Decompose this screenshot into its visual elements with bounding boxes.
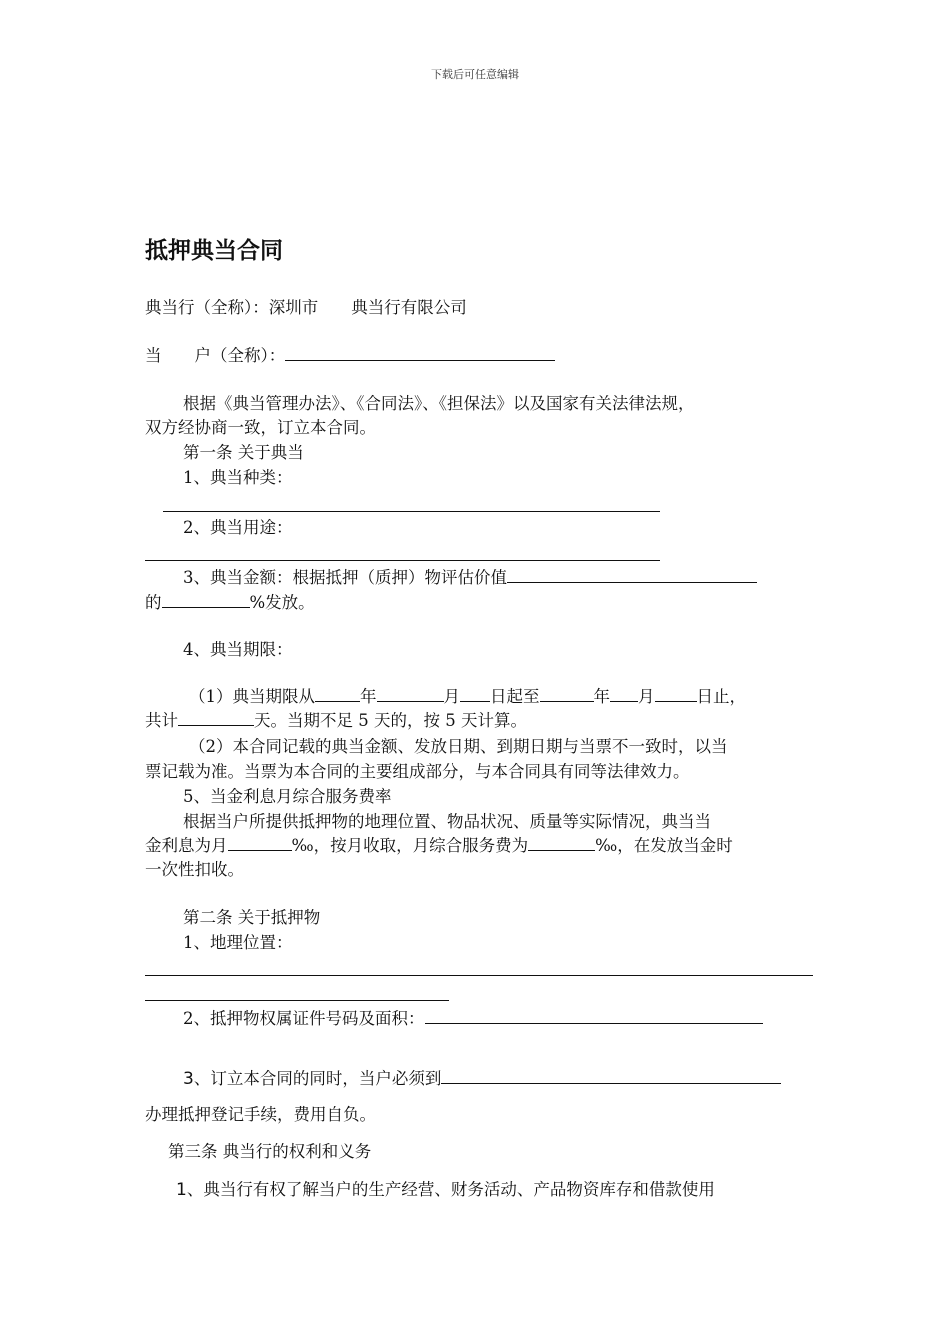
article-1-item-1: 1、典当种类：	[183, 468, 293, 487]
location-blank-1[interactable]	[145, 975, 813, 976]
article-2-item-1: 1、地理位置：	[183, 933, 293, 952]
service-fee-blank[interactable]	[528, 834, 595, 851]
term-1-line-2: 共计 天。当期不足 5 天的，按 5 天计算。	[145, 711, 527, 730]
end-year-blank[interactable]	[540, 685, 594, 702]
pawner-blank[interactable]	[285, 344, 555, 361]
preamble-line-2: 双方经协商一致，订立本合同。	[145, 418, 376, 437]
article-3-item-1: 1、典当行有权了解当户的生产经营、财务活动、产品物资库存和借款使用	[176, 1180, 715, 1200]
item-5-line-3: 一次性扣收。	[145, 860, 244, 879]
article-2-item-3-cont: 办理抵押登记手续，费用自负。	[145, 1105, 376, 1124]
article-3-heading: 第三条 典当行的权利和义务	[168, 1142, 372, 1161]
article-1-item-2: 2、典当用途：	[183, 518, 293, 537]
location-blank-2[interactable]	[145, 1000, 449, 1001]
end-day-blank[interactable]	[655, 685, 697, 702]
document-title: 抵押典当合同	[145, 238, 283, 264]
article-1-item-4: 4、典当期限：	[183, 640, 293, 659]
item-1-blank[interactable]	[163, 511, 660, 512]
item-2-blank[interactable]	[145, 560, 660, 561]
page-header: 下载后可任意编辑	[431, 68, 519, 81]
term-2-line-1: （2）本合同记载的典当金额、发放日期、到期日期与当票不一致时，以当	[189, 737, 728, 756]
article-2-item-3: 3、订立本合同的同时，当户必须到	[183, 1067, 781, 1091]
end-month-blank[interactable]	[610, 685, 638, 702]
registration-office-blank[interactable]	[441, 1067, 781, 1084]
article-1-item-3-cont: 的 %发放。	[145, 593, 315, 612]
interest-rate-blank[interactable]	[228, 834, 292, 851]
item-5-line-2: 金利息为月 ‰，按月收取，月综合服务费为 ‰，在发放当金时	[145, 836, 733, 855]
pawner-label: 当 户（全称）：	[145, 346, 286, 365]
start-day-blank[interactable]	[460, 685, 490, 702]
total-days-blank[interactable]	[178, 709, 254, 726]
article-1-heading: 第一条 关于典当	[183, 443, 304, 462]
valuation-blank[interactable]	[507, 566, 757, 583]
article-1-item-5: 5、当金利息月综合服务费率	[183, 787, 392, 806]
term-1-line-1: （1）典当期限从 年 月 日起至 年 月 日止，	[189, 687, 746, 706]
item-5-line-1: 根据当户所提供抵押物的地理位置、物品状况、质量等实际情况，典当当	[183, 812, 711, 831]
percent-blank[interactable]	[162, 591, 250, 608]
term-2-line-2: 票记载为准。当票为本合同的主要组成部分，与本合同具有同等法律效力。	[145, 762, 690, 781]
article-2-heading: 第二条 关于抵押物	[183, 908, 321, 927]
start-month-blank[interactable]	[377, 685, 444, 702]
start-year-blank[interactable]	[315, 685, 360, 702]
certificate-blank[interactable]	[425, 1007, 763, 1024]
article-2-item-2: 2、抵押物权属证件号码及面积：	[183, 1007, 763, 1031]
article-1-item-3: 3、典当金额：根据抵押（质押）物评估价值	[183, 566, 757, 590]
preamble-line-1: 根据《典当管理办法》、《合同法》、《担保法》以及国家有关法律法规，	[183, 394, 695, 413]
pawnshop-line: 典当行（全称）：深圳市 典当行有限公司	[145, 298, 467, 317]
pawner-line	[145, 344, 555, 368]
